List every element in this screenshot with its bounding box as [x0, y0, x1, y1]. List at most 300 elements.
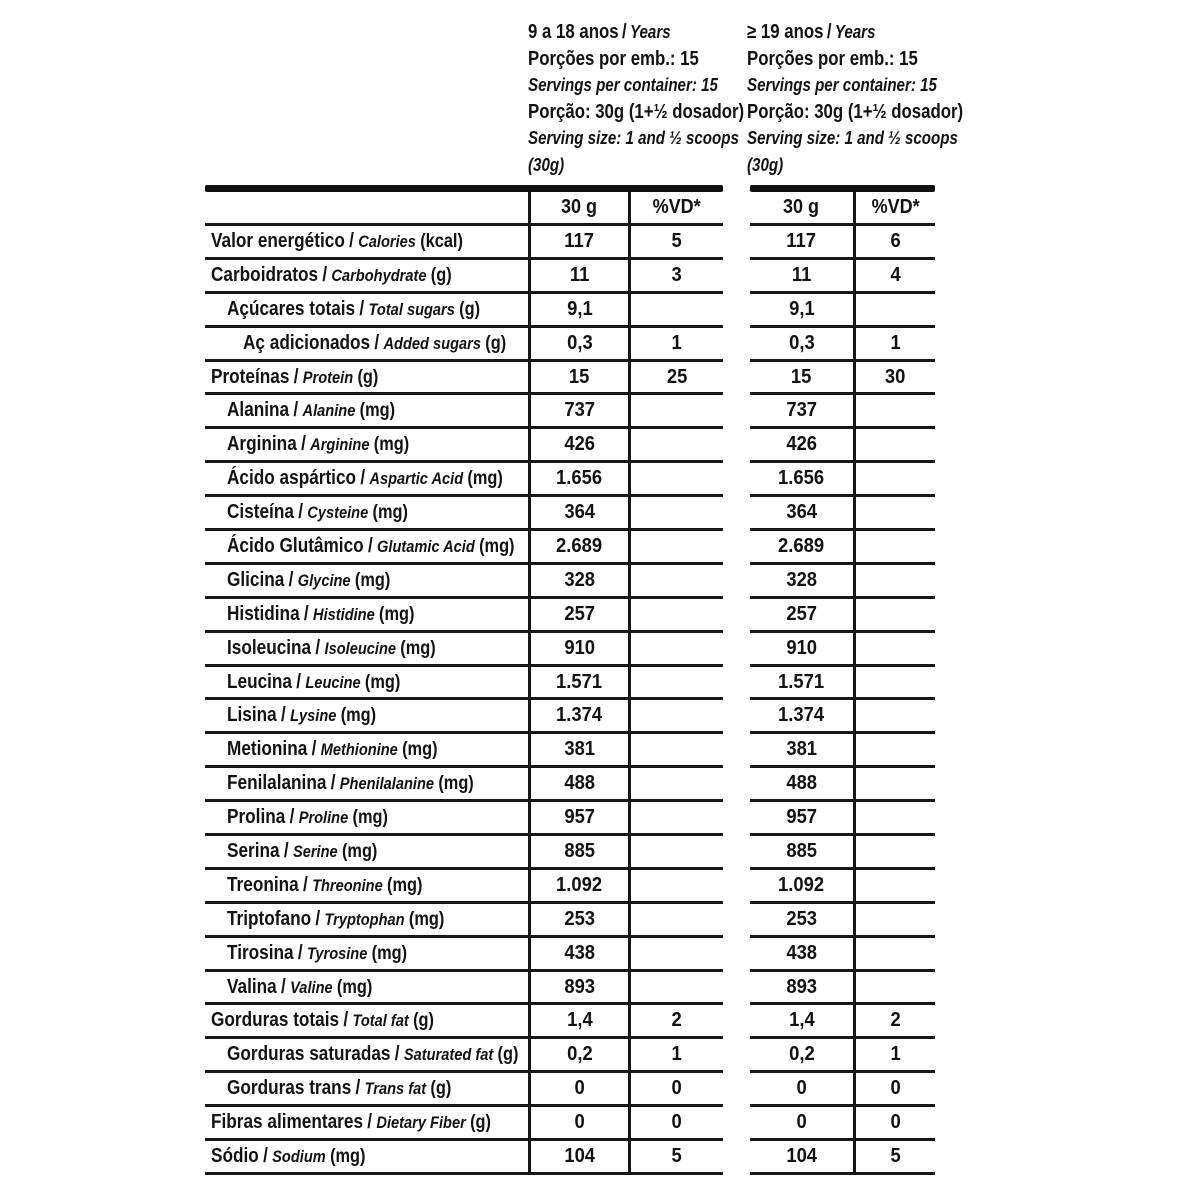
amount-cell-9-18: 117 — [528, 226, 628, 260]
amount-cell-9-18: 488 — [528, 768, 628, 802]
amount-cell-9-18: 0 — [528, 1107, 628, 1141]
nutrient-name-pt: Fibras alimentares — [211, 1111, 364, 1134]
column-gap — [723, 395, 750, 429]
nutrient-unit: (mg) — [373, 434, 410, 456]
table-row — [205, 1073, 935, 1107]
amount-cell-19plus: 381 — [750, 734, 853, 768]
dv-cell-9-18 — [628, 938, 723, 972]
nutrient-label-cell — [205, 429, 528, 463]
label-separator: / — [281, 975, 286, 998]
amount-cell-19plus: 0 — [750, 1107, 853, 1141]
nutrient-name-en: Calories — [358, 231, 416, 251]
nutrient-unit: (mg) — [330, 1145, 366, 1167]
dv-cell-19plus: 1 — [853, 1039, 935, 1073]
table-row — [205, 1039, 935, 1073]
dv-cell-9-18: 5 — [628, 226, 723, 260]
table-row — [205, 768, 935, 802]
dv-cell-9-18: 5 — [628, 1141, 723, 1175]
nutrient-unit: (g) — [430, 264, 452, 286]
amount-cell-19plus: 1.571 — [750, 667, 853, 701]
nutrient-name-en: Cysteine — [307, 503, 369, 523]
nutrient-unit: (g) — [357, 366, 379, 388]
dv-cell-19plus — [853, 395, 935, 429]
nutrient-label-cell — [205, 836, 528, 870]
amount-cell-19plus: 0 — [750, 1073, 853, 1107]
column-gap — [723, 972, 750, 1006]
nutrient-name-pt: Histidina — [227, 602, 300, 625]
label-separator: / — [263, 1144, 268, 1167]
nutrient-label-cell — [205, 802, 528, 836]
dv-cell-19plus — [853, 565, 935, 599]
nutrient-name-pt: Leucina — [227, 670, 292, 693]
servings-per-container-en: Servings per container: 15 — [528, 75, 718, 95]
nutrient-name-pt: Sódio — [211, 1144, 259, 1167]
table-header-row — [205, 192, 935, 226]
dv-cell-9-18 — [628, 463, 723, 497]
nutrient-name-en: Valine — [290, 977, 333, 997]
amount-cell-19plus: 893 — [750, 972, 853, 1006]
portion-size-pt: Porção: 30g (1+½ dosador) — [747, 100, 964, 123]
amount-cell-9-18: 1,4 — [528, 1005, 628, 1039]
dv-cell-9-18 — [628, 599, 723, 633]
table-row — [205, 497, 935, 531]
header-dv-19plus: %VD* — [853, 192, 935, 226]
dv-cell-19plus — [853, 667, 935, 701]
nutrient-label-cell — [205, 1141, 528, 1175]
dv-cell-19plus: 0 — [853, 1107, 935, 1141]
nutrient-name-pt: Carboidratos — [211, 263, 319, 286]
serving-info-19plus — [747, 19, 977, 178]
nutrient-name-pt: Fenilalanina — [227, 772, 327, 795]
table-row — [205, 1141, 935, 1175]
nutrient-name-en: Glutamic Acid — [377, 536, 475, 556]
column-gap — [723, 192, 750, 226]
age-range-line — [747, 19, 940, 46]
column-gap — [723, 938, 750, 972]
amount-cell-19plus: 253 — [750, 904, 853, 938]
amount-cell-9-18: 426 — [528, 429, 628, 463]
nutrient-name-en: Histidine — [313, 604, 375, 624]
age-range-en: Years — [629, 22, 671, 42]
nutrient-label-cell — [205, 768, 528, 802]
age-range-pt: 9 a 18 anos — [528, 21, 619, 43]
nutrient-unit: (g) — [485, 332, 507, 354]
nutrient-label-cell — [205, 667, 528, 701]
table-row — [205, 429, 935, 463]
table-row — [205, 362, 935, 396]
servings-per-container-en: Servings per container: 15 — [747, 75, 937, 95]
dv-cell-9-18 — [628, 700, 723, 734]
nutrient-name-pt: Glicina — [227, 568, 285, 591]
nutrient-label-cell — [205, 734, 528, 768]
dv-cell-19plus — [853, 633, 935, 667]
amount-cell-19plus: 0,3 — [750, 328, 853, 362]
nutrient-name-pt: Treonina — [227, 873, 299, 896]
amount-cell-9-18: 104 — [528, 1141, 628, 1175]
nutrient-unit: (mg) — [371, 942, 408, 964]
amount-cell-19plus: 957 — [750, 802, 853, 836]
column-gap — [723, 734, 750, 768]
amount-cell-9-18: 1.092 — [528, 870, 628, 904]
dv-cell-19plus: 6 — [853, 226, 935, 260]
nutrient-label-cell — [205, 870, 528, 904]
nutrient-unit: (mg) — [387, 874, 423, 896]
column-gap — [723, 497, 750, 531]
label-separator: / — [297, 941, 303, 964]
table-row — [205, 734, 935, 768]
nutrient-label-cell — [205, 1107, 528, 1141]
nutrient-unit: (mg) — [467, 468, 503, 490]
nutrient-label-cell — [205, 1073, 528, 1107]
nutrient-label-cell — [205, 1005, 528, 1039]
header-dv-9-18: %VD* — [628, 192, 723, 226]
nutrient-name-pt: Prolina — [227, 806, 286, 829]
dv-cell-19plus — [853, 531, 935, 565]
nutrient-name-pt: Valor energético — [211, 229, 345, 252]
nutrient-name-en: Protein — [302, 367, 354, 387]
column-gap — [723, 294, 750, 328]
amount-cell-9-18: 910 — [528, 633, 628, 667]
age-range-line — [528, 19, 721, 46]
column-gap — [723, 802, 750, 836]
column-gap — [723, 463, 750, 497]
label-separator: / — [293, 365, 299, 388]
nutrient-unit: (mg) — [408, 908, 445, 930]
column-gap — [723, 904, 750, 938]
amount-cell-19plus: 1.656 — [750, 463, 853, 497]
label-separator: / — [303, 602, 309, 625]
dv-cell-9-18 — [628, 667, 723, 701]
nutrient-name-en: Tryptophan — [324, 909, 405, 929]
dv-cell-19plus — [853, 802, 935, 836]
dv-cell-19plus — [853, 972, 935, 1006]
amount-cell-19plus: 117 — [750, 226, 853, 260]
nutrient-unit: (g) — [413, 1010, 434, 1032]
nutrient-label-cell — [205, 395, 528, 429]
dv-cell-19plus: 1 — [853, 328, 935, 362]
nutrient-name-en: Leucine — [305, 672, 361, 692]
amount-cell-9-18: 253 — [528, 904, 628, 938]
table-row — [205, 700, 935, 734]
serving-info-9-18 — [528, 19, 758, 178]
nutrient-unit: (mg) — [379, 603, 415, 625]
header-label-cell — [205, 192, 528, 226]
label-separator: / — [283, 839, 289, 862]
label-separator: / — [281, 704, 286, 727]
nutrient-name-pt: Aç adicionados — [243, 331, 371, 354]
nutrient-label-cell — [205, 294, 528, 328]
amount-cell-9-18: 1.571 — [528, 667, 628, 701]
nutrient-name-pt: Proteínas — [211, 365, 290, 388]
table-row — [205, 463, 935, 497]
amount-cell-19plus: 1.092 — [750, 870, 853, 904]
dv-cell-19plus — [853, 599, 935, 633]
dv-cell-19plus: 30 — [853, 362, 935, 396]
nutrient-name-pt: Gorduras saturadas — [227, 1043, 391, 1066]
dv-cell-9-18 — [628, 972, 723, 1006]
nutrient-unit: (kcal) — [420, 230, 463, 252]
nutrient-unit: (mg) — [352, 807, 388, 829]
nutrient-label-cell — [205, 700, 528, 734]
label-separator: / — [302, 873, 308, 896]
amount-cell-9-18: 0,2 — [528, 1039, 628, 1073]
table-row — [205, 667, 935, 701]
nutrient-name-en: Total fat — [352, 1011, 409, 1031]
table-row — [205, 802, 935, 836]
nutrient-name-en: Added sugars — [383, 333, 481, 353]
label-separator: / — [311, 738, 317, 761]
nutrient-unit: (mg) — [336, 976, 373, 998]
amount-cell-19plus: 910 — [750, 633, 853, 667]
nutrient-unit: (mg) — [341, 840, 378, 862]
amount-cell-19plus: 426 — [750, 429, 853, 463]
dv-cell-9-18: 3 — [628, 260, 723, 294]
label-separator: / — [289, 806, 295, 829]
amount-cell-19plus: 0,2 — [750, 1039, 853, 1073]
nutrient-name-en: Trans fat — [364, 1079, 427, 1099]
table-row — [205, 599, 935, 633]
table-row — [205, 531, 935, 565]
nutrient-unit: (g) — [470, 1112, 491, 1134]
amount-cell-19plus: 488 — [750, 768, 853, 802]
table-row — [205, 1107, 935, 1141]
amount-cell-19plus: 737 — [750, 395, 853, 429]
label-separator: / — [288, 568, 294, 591]
column-gap — [723, 1107, 750, 1141]
nutrient-name-pt: Arginina — [227, 433, 297, 456]
table-row — [205, 395, 935, 429]
dv-cell-19plus: 4 — [853, 260, 935, 294]
portion-size-pt: Porção: 30g (1+½ dosador) — [528, 100, 745, 123]
nutrient-name-pt: Tirosina — [227, 941, 294, 964]
amount-cell-9-18: 893 — [528, 972, 628, 1006]
nutrient-name-pt: Valina — [227, 975, 277, 998]
table-top-bars — [205, 185, 935, 192]
amount-cell-19plus: 15 — [750, 362, 853, 396]
nutrient-unit: (mg) — [400, 637, 436, 659]
amount-cell-9-18: 885 — [528, 836, 628, 870]
label-separator: / — [367, 1111, 373, 1134]
nutrient-name-pt: Serina — [227, 839, 280, 862]
amount-cell-9-18: 11 — [528, 260, 628, 294]
nutrient-name-pt: Metionina — [227, 738, 308, 761]
dv-cell-9-18: 1 — [628, 328, 723, 362]
column-gap — [723, 633, 750, 667]
nutrient-name-en: Saturated fat — [403, 1045, 494, 1065]
amount-cell-9-18: 9,1 — [528, 294, 628, 328]
nutrient-label-cell — [205, 497, 528, 531]
nutrient-name-pt: Alanina — [227, 399, 290, 422]
label-separator: / — [315, 636, 321, 659]
label-separator: / — [322, 263, 328, 286]
dv-cell-9-18 — [628, 429, 723, 463]
nutrient-name-en: Glycine — [297, 570, 351, 590]
dv-cell-9-18 — [628, 870, 723, 904]
nutrient-unit: (g) — [430, 1078, 452, 1100]
dv-cell-9-18 — [628, 734, 723, 768]
dv-cell-19plus — [853, 497, 935, 531]
nutrient-name-en: Proline — [298, 808, 349, 828]
amount-cell-19plus: 104 — [750, 1141, 853, 1175]
column-gap — [723, 1073, 750, 1107]
amount-cell-19plus: 885 — [750, 836, 853, 870]
nutrient-name-en: Dietary Fiber — [376, 1113, 466, 1133]
amount-cell-9-18: 2.689 — [528, 531, 628, 565]
dv-cell-9-18 — [628, 497, 723, 531]
column-gap — [723, 768, 750, 802]
column-gap — [723, 362, 750, 396]
nutrient-name-en: Phenilalanine — [339, 774, 435, 794]
nutrient-name-en: Total sugars — [368, 299, 455, 319]
dv-cell-19plus: 2 — [853, 1005, 935, 1039]
nutrient-label-cell — [205, 1039, 528, 1073]
table-row — [205, 226, 935, 260]
label-separator: / — [301, 433, 306, 456]
dv-cell-19plus — [853, 904, 935, 938]
header-amount-9-18: 30 g — [528, 192, 628, 226]
nutrient-unit: (mg) — [359, 400, 396, 422]
serving-size-en: Serving size: 1 and ½ scoops — [747, 128, 958, 148]
nutrient-label-cell — [205, 328, 528, 362]
dv-cell-19plus: 0 — [853, 1073, 935, 1107]
nutrient-name-en: Isoleucine — [324, 638, 397, 658]
nutrient-name-en: Lysine — [290, 706, 337, 726]
amount-cell-19plus: 257 — [750, 599, 853, 633]
nutrient-label-cell — [205, 531, 528, 565]
label-separator: / — [826, 21, 832, 43]
top-bar-right-section — [750, 185, 935, 192]
amount-cell-9-18: 0 — [528, 1073, 628, 1107]
amount-cell-19plus: 11 — [750, 260, 853, 294]
nutrient-label-cell — [205, 260, 528, 294]
amount-cell-9-18: 1.656 — [528, 463, 628, 497]
dv-cell-19plus — [853, 463, 935, 497]
amount-cell-19plus: 9,1 — [750, 294, 853, 328]
amount-cell-9-18: 328 — [528, 565, 628, 599]
dv-cell-9-18 — [628, 565, 723, 599]
table-row — [205, 260, 935, 294]
servings-per-container-pt: Porções por emb.: 15 — [747, 47, 918, 70]
serving-size-en-cont: (30g) — [528, 154, 565, 175]
amount-cell-9-18: 0,3 — [528, 328, 628, 362]
label-separator: / — [343, 1009, 349, 1032]
column-gap — [723, 667, 750, 701]
label-separator: / — [298, 501, 304, 524]
table-row — [205, 294, 935, 328]
dv-cell-19plus — [853, 938, 935, 972]
nutrition-table — [205, 185, 935, 1175]
nutrient-name-pt: Ácido aspártico — [227, 467, 357, 490]
column-gap — [723, 700, 750, 734]
serving-size-en-cont: (30g) — [747, 154, 784, 175]
header-amount-19plus: 30 g — [750, 192, 853, 226]
dv-cell-9-18: 1 — [628, 1039, 723, 1073]
nutrient-name-pt: Isoleucina — [227, 636, 312, 659]
column-gap — [723, 1039, 750, 1073]
label-separator: / — [360, 467, 366, 490]
amount-cell-9-18: 15 — [528, 362, 628, 396]
label-separator: / — [315, 907, 321, 930]
dv-cell-9-18: 0 — [628, 1107, 723, 1141]
amount-cell-19plus: 1.374 — [750, 700, 853, 734]
table-row — [205, 328, 935, 362]
top-bar-left-section — [205, 185, 723, 192]
nutrient-unit: (mg) — [479, 535, 515, 557]
age-range-pt: ≥ 19 anos — [747, 21, 824, 43]
column-gap — [723, 599, 750, 633]
nutrient-name-pt: Gorduras totais — [211, 1009, 340, 1032]
age-range-en: Years — [834, 22, 876, 42]
dv-cell-19plus — [853, 836, 935, 870]
dv-cell-9-18 — [628, 836, 723, 870]
label-separator: / — [330, 772, 336, 795]
amount-cell-9-18: 257 — [528, 599, 628, 633]
nutrient-unit: (mg) — [372, 502, 408, 524]
dv-cell-19plus — [853, 429, 935, 463]
nutrient-name-pt: Açúcares totais — [227, 297, 356, 320]
column-gap — [723, 429, 750, 463]
nutrient-label-cell — [205, 463, 528, 497]
nutrient-name-en: Carbohydrate — [331, 265, 427, 285]
serving-size-en: Serving size: 1 and ½ scoops — [528, 128, 739, 148]
column-gap — [723, 836, 750, 870]
table-row — [205, 870, 935, 904]
nutrient-label-cell — [205, 565, 528, 599]
amount-cell-9-18: 364 — [528, 497, 628, 531]
nutrient-label-cell — [205, 633, 528, 667]
amount-cell-19plus: 328 — [750, 565, 853, 599]
dv-cell-19plus — [853, 700, 935, 734]
label-separator: / — [367, 534, 373, 557]
nutrient-unit: (mg) — [364, 671, 401, 693]
label-separator: / — [349, 229, 354, 252]
nutrient-name-en: Alanine — [302, 401, 356, 421]
nutrient-label-cell — [205, 362, 528, 396]
table-row — [205, 565, 935, 599]
dv-cell-9-18 — [628, 294, 723, 328]
dv-cell-9-18: 2 — [628, 1005, 723, 1039]
dv-cell-9-18 — [628, 531, 723, 565]
nutrient-unit: (g) — [459, 298, 481, 320]
nutrient-name-en: Tyrosine — [306, 943, 368, 963]
label-separator: / — [374, 331, 380, 354]
nutrient-label-cell — [205, 599, 528, 633]
amount-cell-9-18: 1.374 — [528, 700, 628, 734]
nutrient-name-pt: Gorduras trans — [227, 1077, 352, 1100]
nutrient-name-en: Serine — [292, 841, 338, 861]
table-row — [205, 938, 935, 972]
amount-cell-19plus: 438 — [750, 938, 853, 972]
nutrient-name-pt: Cisteína — [227, 501, 294, 524]
amount-cell-9-18: 957 — [528, 802, 628, 836]
label-separator: / — [293, 399, 299, 422]
nutrient-label-cell — [205, 938, 528, 972]
servings-per-container-pt: Porções por emb.: 15 — [528, 47, 699, 70]
dv-cell-9-18: 0 — [628, 1073, 723, 1107]
table-row — [205, 633, 935, 667]
dv-cell-9-18 — [628, 768, 723, 802]
dv-cell-19plus — [853, 768, 935, 802]
amount-cell-9-18: 737 — [528, 395, 628, 429]
table-row — [205, 972, 935, 1006]
dv-cell-9-18 — [628, 395, 723, 429]
nutrient-label-cell — [205, 904, 528, 938]
table-row — [205, 1005, 935, 1039]
amount-cell-9-18: 438 — [528, 938, 628, 972]
column-gap — [723, 531, 750, 565]
nutrient-name-en: Arginine — [310, 435, 370, 455]
nutrient-name-en: Aspartic Acid — [369, 469, 464, 489]
